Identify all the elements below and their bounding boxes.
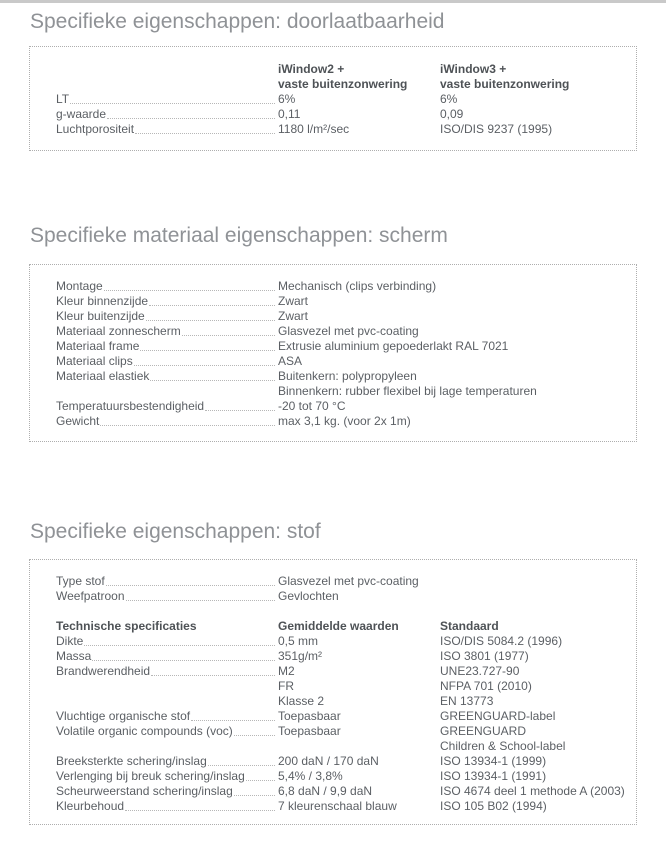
table-row (56, 784, 625, 799)
row-label: Type stof (56, 574, 105, 588)
row-value: 6% (278, 92, 296, 106)
table-row (56, 574, 618, 589)
row-label: Montage (56, 279, 103, 293)
table-row (56, 339, 618, 354)
row-value: 0,11 (278, 107, 301, 121)
table-header-row (56, 77, 618, 92)
table-row (56, 769, 618, 784)
dotted-leader (135, 122, 275, 134)
table-row (56, 799, 618, 814)
table-header-row (56, 62, 618, 77)
row-label: g-waarde (56, 107, 107, 121)
dotted-leader (106, 574, 275, 586)
table-row-continuation (56, 384, 618, 399)
section-title-doorlaatbaarheid: Specifieke eigenschappen: doorlaatbaarheid (30, 10, 445, 33)
row-value (278, 739, 440, 754)
row-value: ASA (278, 354, 303, 368)
row-standard: 0,09 (440, 107, 464, 121)
row-value: Glasvezel met pvc-coating (278, 574, 419, 588)
row-value: Toepasbaar (278, 724, 341, 738)
spec-box-stof (29, 559, 637, 825)
dotted-leader (149, 294, 275, 306)
spec-box-doorlaatbaarheid (29, 46, 637, 151)
row-label: Brandwerendheid (56, 664, 151, 678)
table-row (56, 369, 618, 384)
row-label: Massa (56, 649, 92, 663)
table-row (56, 414, 618, 429)
dotted-leader (70, 92, 275, 104)
row-value: Zwart (278, 309, 308, 323)
row-value: 200 daN / 170 daN (278, 754, 379, 768)
row-standard: GREENGUARD (440, 724, 527, 738)
dotted-leader (84, 634, 275, 646)
dotted-leader (104, 279, 275, 291)
row-value: Klasse 2 (278, 694, 325, 708)
row-standard: ISO 3801 (1977) (440, 649, 529, 663)
row-value: 5,4% / 3,8% (278, 769, 343, 783)
row-value: FR (278, 679, 294, 693)
table-row-continuation (56, 679, 618, 694)
top-bar (0, 0, 666, 3)
row-standard: ISO 105 B02 (1994) (440, 799, 547, 813)
table-row (56, 279, 618, 294)
row-label: Materiaal zonnescherm (56, 324, 181, 338)
row-standard: GREENGUARD-label (440, 709, 556, 723)
row-value: Binnenkern: rubber flexibel bij lage temperaturen (278, 384, 537, 398)
row-standard: EN 13773 (440, 694, 494, 708)
dotted-leader (92, 649, 275, 661)
table-row (56, 589, 618, 604)
row-label: Materiaal clips (56, 354, 133, 368)
dotted-leader (208, 754, 275, 766)
row-value: 0,5 mm (278, 634, 319, 648)
dotted-leader (125, 799, 275, 811)
row-standard (440, 589, 618, 604)
row-standard: ISO 4674 deel 1 methode A (2003) (440, 784, 625, 798)
dotted-leader (146, 309, 275, 321)
row-standard: ISO 13934-1 (1991) (440, 769, 547, 783)
row-label: Kleurbehoud (56, 799, 125, 813)
row-value: M2 (278, 664, 295, 678)
row-label: Verlenging bij breuk schering/inslag (56, 769, 245, 783)
row-standard: ISO/DIS 5084.2 (1996) (440, 634, 563, 648)
row-value: Gevlochten (278, 589, 339, 603)
row-label: Volatile organic compounds (voc) (56, 724, 233, 738)
row-standard (440, 574, 618, 589)
dotted-leader (234, 784, 275, 796)
table-row-continuation (56, 694, 618, 709)
dotted-leader (134, 354, 275, 366)
row-value: max 3,1 kg. (voor 2x 1m) (278, 414, 411, 428)
section-title-scherm: Specifieke materiaal eigenschappen: scherm (30, 224, 448, 247)
row-standard: Children & School-label (440, 739, 566, 753)
column-header-iwindow2: iWindow2 + (278, 62, 345, 76)
table-row (56, 92, 618, 107)
row-label: Kleur buitenzijde (56, 309, 145, 323)
column-header-standaard: Standaard (440, 619, 499, 633)
table-row (56, 754, 618, 769)
row-standard: 6% (440, 92, 458, 106)
row-label: Vluchtige organische stof (56, 709, 191, 723)
dotted-leader (107, 107, 275, 119)
dotted-leader (151, 664, 275, 676)
dotted-leader (191, 709, 275, 721)
row-label: Materiaal frame (56, 339, 140, 353)
blank-row (56, 604, 618, 619)
column-header-iwindow3: iWindow3 + (440, 62, 507, 76)
row-label: Temperatuursbestendigheid (56, 399, 205, 413)
dotted-leader (100, 414, 275, 426)
table-row (56, 634, 618, 649)
row-label: Dikte (56, 634, 84, 648)
row-standard: NFPA 701 (2010) (440, 679, 532, 693)
row-label: Scheurweerstand schering/inslag (56, 784, 233, 798)
row-value: -20 tot 70 °C (278, 399, 346, 413)
dotted-leader (246, 769, 275, 781)
column-header-gemiddelde-waarden: Gemiddelde waarden (278, 619, 399, 633)
row-label: LT (56, 92, 70, 106)
section-title-stof: Specifieke eigenschappen: stof (30, 520, 321, 543)
row-label: Materiaal elastiek (56, 369, 150, 383)
dotted-leader (140, 339, 275, 351)
row-value: 7 kleurenschaal blauw (278, 799, 397, 813)
row-value: Extrusie aluminium gepoederlakt RAL 7021 (278, 339, 509, 353)
row-label: Kleur binnenzijde (56, 294, 149, 308)
row-value: 351g/m² (278, 649, 323, 663)
row-value: Glasvezel met pvc-coating (278, 324, 419, 338)
row-label: Gewicht (56, 414, 100, 428)
column-header-iwindow2-line2: vaste buitenzonwering (278, 77, 408, 91)
table-row (56, 664, 618, 679)
table-row (56, 324, 618, 339)
table-row (56, 122, 618, 137)
dotted-leader (182, 324, 275, 336)
row-value: Mechanisch (clips verbinding) (278, 279, 437, 293)
dotted-leader (234, 724, 275, 736)
column-header-iwindow3-line2: vaste buitenzonwering (440, 77, 570, 91)
row-value: 1180 l/m²/sec (278, 122, 350, 136)
dotted-leader (150, 369, 275, 381)
table-row (56, 399, 618, 414)
row-value: Buitenkern: polypropyleen (278, 369, 417, 383)
table-row (56, 649, 618, 664)
table-row-continuation (56, 739, 618, 754)
table-row (56, 294, 618, 309)
row-standard: UNE23.727-90 (440, 664, 520, 678)
row-standard: ISO 13934-1 (1999) (440, 754, 547, 768)
table-row (56, 309, 618, 324)
table-header-row (56, 619, 618, 634)
row-value: Zwart (278, 294, 308, 308)
table-row (56, 354, 618, 369)
spec-box-scherm (29, 264, 637, 442)
table-row (56, 107, 618, 122)
dotted-leader (126, 589, 276, 601)
row-label: Weefpatroon (56, 589, 125, 603)
table-row (56, 709, 618, 724)
column-header-technische-specificaties: Technische specificaties (56, 619, 197, 633)
dotted-leader (205, 399, 275, 411)
row-label: Luchtporositeit (56, 122, 135, 136)
table-row (56, 724, 618, 739)
row-label: Breeksterkte schering/inslag (56, 754, 207, 768)
row-value: Toepasbaar (278, 709, 341, 723)
row-value: 6,8 daN / 9,9 daN (278, 784, 373, 798)
row-standard: ISO/DIS 9237 (1995) (440, 122, 553, 136)
